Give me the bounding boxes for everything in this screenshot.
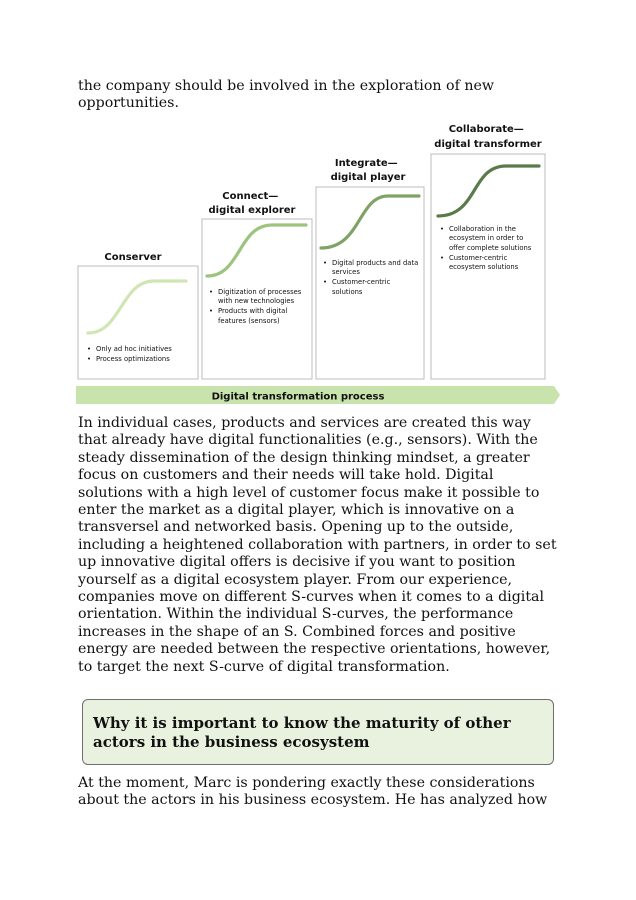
bullet-text: offer complete solutions <box>449 244 532 252</box>
arrow-label: Digital transformation process <box>211 391 385 403</box>
stage-title: Conserver <box>104 252 162 263</box>
bullet-text: Customer-centric <box>449 254 508 262</box>
bullet-text: Products with digital <box>218 307 288 315</box>
bullet-point: • <box>87 345 92 353</box>
stage-conserver <box>78 252 198 379</box>
stage-collaborate-digital-transformer <box>431 124 545 379</box>
digital-transformation-figure <box>76 118 562 408</box>
bullet-point: • <box>323 278 328 286</box>
bullet-text: Digitization of processes <box>218 288 302 296</box>
bullet-point: • <box>323 259 328 267</box>
bullet-text: Process optimizations <box>96 355 170 363</box>
bullet-text: ecosystem solutions <box>449 263 519 271</box>
stage-connect-digital-explorer <box>202 191 312 379</box>
stage-title: Integrate— digital player <box>330 158 406 183</box>
stage-integrate-digital-player <box>316 158 424 379</box>
bullet-point: • <box>209 307 214 315</box>
bullet-point: • <box>440 225 445 233</box>
callout-title: Why it is important to know the maturity of other actors in the business ecosystem <box>93 714 511 751</box>
bullet-text: Digital products and data <box>332 259 419 267</box>
stage-title: Connect— digital explorer <box>208 191 296 216</box>
bullet-point: • <box>440 254 445 262</box>
callout-box <box>82 699 554 765</box>
paragraph-top: the company should be involved in the exploration of new opportunities. <box>78 78 495 112</box>
paragraph-bottom: At the moment, Marc is pondering exactly these considerations about the actors in his business ecosystem. He has analyzed how <box>78 775 548 809</box>
paragraph-middle: In individual cases, products and services are created this way that already have digital functionalities (e.g., sensors). With the steady dissemination of the design thinking mindset, a greater focus on customers and their needs will take hold. Digital solutions with a high level of customer focus make it possible to enter the market as a digital player, which is innovative on a transversel and networked basis. Opening up to the outside, including a heightened collaboration with partners, in order to set up innovative digital offers is decisive if you want to position yourself as a digital ecosystem player. From our experience, companies move on different S-curves when it comes to a digital orientation. Within the individual S-curves, the performance increases in the shape of an S. Combined forces and positive energy are needed between the respective orientations, however, to target the next S-curve of digital transformation. <box>78 415 557 675</box>
bullet-text: ecosystem in order to <box>449 234 524 242</box>
bullet-text: solutions <box>332 288 363 296</box>
bullet-point: • <box>87 355 92 363</box>
bullet-text: Only ad hoc initiatives <box>96 345 172 353</box>
bullet-text: Customer-centric <box>332 278 391 286</box>
stage-title: Collaborate— digital transformer <box>434 124 542 150</box>
bullet-text: features (sensors) <box>218 317 280 325</box>
bullet-point: • <box>209 288 214 296</box>
bullet-text: services <box>332 268 360 276</box>
bullet-text: with new technologies <box>218 297 295 305</box>
bullet-text: Collaboration in the <box>449 225 516 233</box>
